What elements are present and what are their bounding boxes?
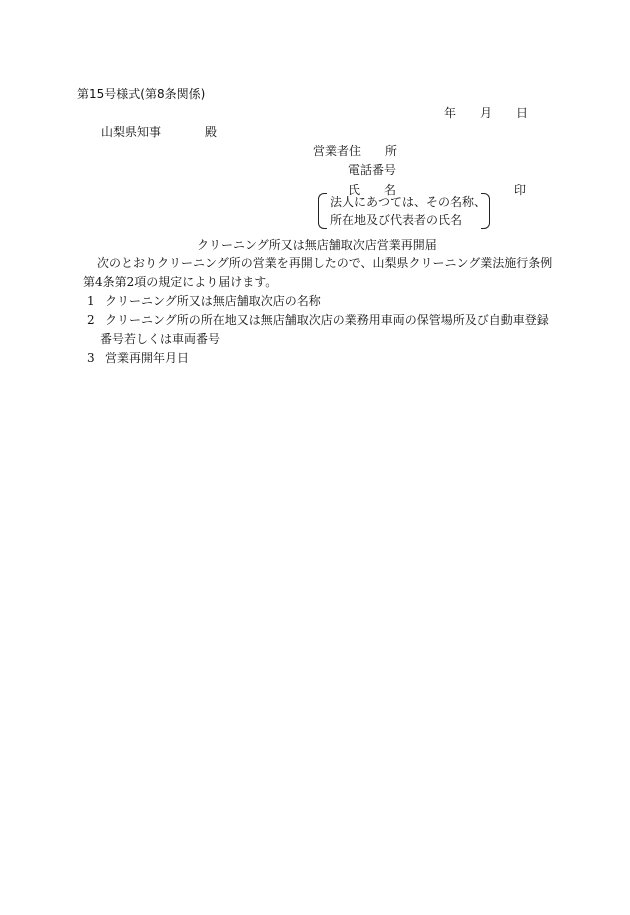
- left-bracket: [318, 193, 327, 229]
- body-paragraph: [83, 254, 553, 292]
- item-number: 1: [87, 294, 95, 308]
- name-label: 氏 名: [348, 183, 397, 197]
- phone-label: 電話番号: [348, 163, 397, 177]
- item-number: 3: [87, 351, 95, 365]
- date-day: 日: [516, 106, 529, 120]
- item-continuation: 番号若しくは車両番号: [100, 332, 221, 346]
- right-bracket: [481, 193, 490, 229]
- list-item: [87, 349, 189, 367]
- body-line-2: 第4条第2項の規定により届けます。: [83, 275, 278, 289]
- item-text: 営業再開年月日: [105, 351, 190, 365]
- date-month: 月: [480, 106, 493, 120]
- corporate-note-line2: 所在地及び代表者の氏名: [330, 213, 463, 227]
- item-text: クリーニング所又は無店舗取次店の名称: [105, 294, 321, 308]
- document-title: クリーニング所又は無店舗取次店営業再開届: [197, 238, 437, 252]
- addressee-suffix: 殿: [205, 125, 218, 139]
- address-label: 営業者住 所: [313, 144, 398, 158]
- body-line-1: 次のとおりクリーニング所の営業を再開したので、山梨県クリーニング業法施行条例: [97, 256, 553, 270]
- item-number: 2: [87, 313, 95, 327]
- form-number: 第15号様式(第8条関係): [77, 87, 206, 101]
- corporate-note-line1: 法人にあつては、その名称、: [330, 195, 487, 209]
- addressee: 山梨県知事: [101, 125, 162, 139]
- item-text: クリーニング所の所在地又は無店舗取次店の業務用車両の保管場所及び自動車登録: [105, 313, 549, 327]
- list-item: [87, 292, 321, 310]
- date-year: 年: [444, 106, 457, 120]
- seal-mark: 印: [514, 183, 527, 197]
- list-item: [87, 311, 549, 329]
- corporate-note: [318, 193, 490, 229]
